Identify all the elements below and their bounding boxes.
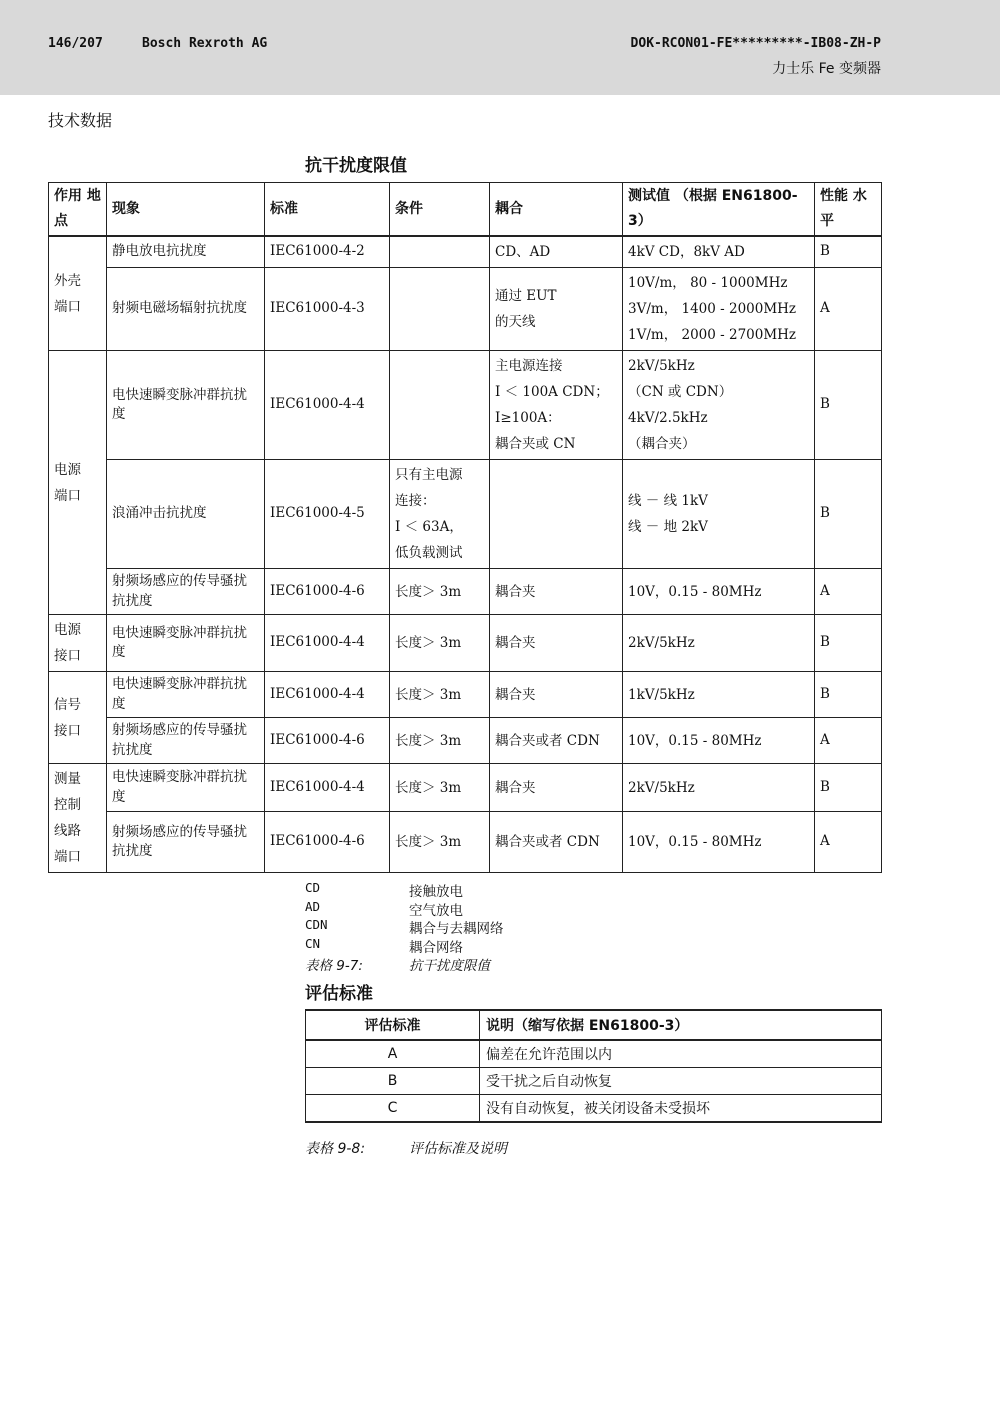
performance-cell: A (815, 718, 882, 764)
condition-cell: 长度＞ 3m (390, 615, 490, 672)
location-cell: 测量 控制 线路 端口 (49, 764, 107, 873)
performance-cell: B (815, 351, 882, 460)
product-name: 力士乐 Fe 变频器 (772, 61, 881, 77)
legend-abbr: AD (305, 898, 321, 914)
performance-cell: B (815, 672, 882, 718)
legend-abbr: CN (305, 935, 321, 951)
test-value-cell: 2kV/5kHz (623, 764, 815, 812)
table-row (306, 1040, 882, 1068)
phenomenon-cell: 射频场感应的传导骚扰抗扰度 (107, 812, 265, 873)
coupling-cell: 耦合夹或者 CDN (490, 812, 623, 873)
standard-cell: IEC61000-4-3 (265, 268, 390, 351)
col-standard: 标准 (265, 183, 390, 237)
table-row (49, 460, 882, 569)
evaluation-table-title: 评估标准 (305, 984, 373, 1004)
table-row (49, 615, 882, 672)
description-cell: 没有自动恢复，被关闭设备未受损坏 (480, 1095, 882, 1123)
table-row (49, 351, 882, 460)
phenomenon-cell: 电快速瞬变脉冲群抗扰度 (107, 672, 265, 718)
condition-cell (390, 268, 490, 351)
legend-item (305, 880, 504, 899)
standard-cell: IEC61000-4-4 (265, 764, 390, 812)
evaluation-table (305, 1009, 882, 1123)
condition-cell: 长度＞ 3m (390, 812, 490, 873)
standard-cell: IEC61000-4-4 (265, 672, 390, 718)
test-value-cell: 10V，0.15 - 80MHz (623, 569, 815, 615)
performance-cell: A (815, 812, 882, 873)
phenomenon-cell: 射频场感应的传导骚扰抗扰度 (107, 569, 265, 615)
test-value-cell: 2kV/5kHz (623, 615, 815, 672)
description-cell: 偏差在允许范围以内 (480, 1040, 882, 1068)
standard-cell: IEC61000-4-5 (265, 460, 390, 569)
legend-meaning: 接触放电 (409, 884, 463, 900)
coupling-cell: CD、AD (490, 236, 623, 268)
coupling-cell: 耦合夹 (490, 764, 623, 812)
legend-meaning: 耦合网络 (409, 939, 463, 956)
phenomenon-cell: 电快速瞬变脉冲群抗扰度 (107, 351, 265, 460)
table-header-row (49, 183, 882, 237)
col-description: 说明（缩写依据 EN61800-3） (480, 1010, 882, 1040)
table-row (49, 672, 882, 718)
phenomenon-cell: 静电放电抗扰度 (107, 236, 265, 268)
coupling-cell (490, 460, 623, 569)
legend-meaning: 耦合与去耦网络 (409, 921, 504, 938)
coupling-cell: 耦合夹 (490, 569, 623, 615)
legend-abbr: CDN (305, 917, 328, 933)
condition-cell: 长度＞ 3m (390, 718, 490, 764)
performance-cell: A (815, 569, 882, 615)
test-value-cell: 10V/m， 80 - 1000MHz 3V/m， 1400 - 2000MHz 1V/m， 2000 - 2700MHz (623, 268, 815, 351)
legend-abbr: CD (305, 880, 321, 895)
test-value-cell: 10V，0.15 - 80MHz (623, 718, 815, 764)
legend-item (305, 917, 504, 936)
condition-cell: 长度＞ 3m (390, 569, 490, 615)
col-condition: 条件 (390, 183, 490, 237)
test-value-cell: 2kV/5kHz （CN 或 CDN） 4kV/2.5kHz （耦合夹） (623, 351, 815, 460)
location-cell: 信号 接口 (49, 672, 107, 764)
phenomenon-cell: 射频场感应的传导骚扰抗扰度 (107, 718, 265, 764)
performance-cell: B (815, 236, 882, 268)
section-title: 技术数据 (48, 111, 113, 130)
standard-cell: IEC61000-4-6 (265, 718, 390, 764)
table-row (49, 718, 882, 764)
standard-cell: IEC61000-4-6 (265, 569, 390, 615)
phenomenon-cell: 电快速瞬变脉冲群抗扰度 (107, 764, 265, 812)
document-id: DOK-RCON01-FE*********-IB08-ZH-P (630, 36, 881, 51)
coupling-cell: 耦合夹 (490, 615, 623, 672)
test-value-cell: 10V，0.15 - 80MHz (623, 812, 815, 873)
immunity-table-title: 抗干扰度限值 (305, 156, 407, 176)
criterion-cell: A (306, 1040, 480, 1068)
standard-cell: IEC61000-4-4 (265, 351, 390, 460)
immunity-table (48, 182, 882, 873)
condition-cell: 只有主电源 连接： I ＜ 63A， 低负载测试 (390, 460, 490, 569)
phenomenon-cell: 浪涌冲击抗扰度 (107, 460, 265, 569)
table-row (306, 1068, 882, 1095)
phenomenon-cell: 电快速瞬变脉冲群抗扰度 (107, 615, 265, 672)
standard-cell: IEC61000-4-2 (265, 236, 390, 268)
col-test-value: 测试值 （根据 EN61800-3） (623, 183, 815, 237)
description-cell: 受干扰之后自动恢复 (480, 1068, 882, 1095)
condition-cell (390, 236, 490, 268)
standard-cell: IEC61000-4-4 (265, 615, 390, 672)
criterion-cell: C (306, 1095, 480, 1123)
standard-cell: IEC61000-4-6 (265, 812, 390, 873)
coupling-cell: 耦合夹 (490, 672, 623, 718)
legend-item (305, 936, 504, 955)
company-name: Bosch Rexroth AG (142, 36, 268, 51)
table1-caption-text: 抗干扰度限值 (409, 958, 490, 975)
table1-caption-label: 表格 9-7: (305, 958, 363, 975)
abbreviation-legend (305, 880, 504, 973)
page-header (0, 0, 1000, 95)
table-row (49, 268, 882, 351)
coupling-cell: 耦合夹或者 CDN (490, 718, 623, 764)
performance-cell: B (815, 460, 882, 569)
table-row (49, 569, 882, 615)
page-number: 146/207 (48, 36, 103, 51)
legend-meaning: 空气放电 (409, 902, 463, 919)
location-cell: 外壳 端口 (49, 236, 107, 351)
test-value-cell: 4kV CD，8kV AD (623, 236, 815, 268)
performance-cell: B (815, 615, 882, 672)
table2-caption-text: 评估标准及说明 (409, 1141, 507, 1157)
table-row (49, 236, 882, 268)
criterion-cell: B (306, 1068, 480, 1095)
table-row (49, 764, 882, 812)
table2-caption-label: 表格 9-8: (305, 1141, 366, 1157)
test-value-cell: 1kV/5kHz (623, 672, 815, 718)
table2-caption (305, 1138, 507, 1158)
condition-cell (390, 351, 490, 460)
test-value-cell: 线 － 线 1kV 线 － 地 2kV (623, 460, 815, 569)
legend-item (305, 899, 504, 918)
col-phenomenon: 现象 (107, 183, 265, 237)
condition-cell: 长度＞ 3m (390, 672, 490, 718)
coupling-cell: 主电源连接 I ＜ 100A CDN； I≥100A： 耦合夹或 CN (490, 351, 623, 460)
table-header-row (306, 1010, 882, 1040)
location-cell: 电源 端口 (49, 351, 107, 615)
location-cell: 电源 接口 (49, 615, 107, 672)
col-coupling: 耦合 (490, 183, 623, 237)
col-criterion: 评估标准 (306, 1010, 480, 1040)
col-location: 作用 地点 (49, 183, 107, 237)
table-row (49, 812, 882, 873)
coupling-cell: 通过 EUT 的天线 (490, 268, 623, 351)
performance-cell: A (815, 268, 882, 351)
condition-cell: 长度＞ 3m (390, 764, 490, 812)
table1-caption (305, 954, 504, 973)
col-performance: 性能 水平 (815, 183, 882, 237)
table-row (306, 1095, 882, 1123)
performance-cell: B (815, 764, 882, 812)
phenomenon-cell: 射频电磁场辐射抗扰度 (107, 268, 265, 351)
